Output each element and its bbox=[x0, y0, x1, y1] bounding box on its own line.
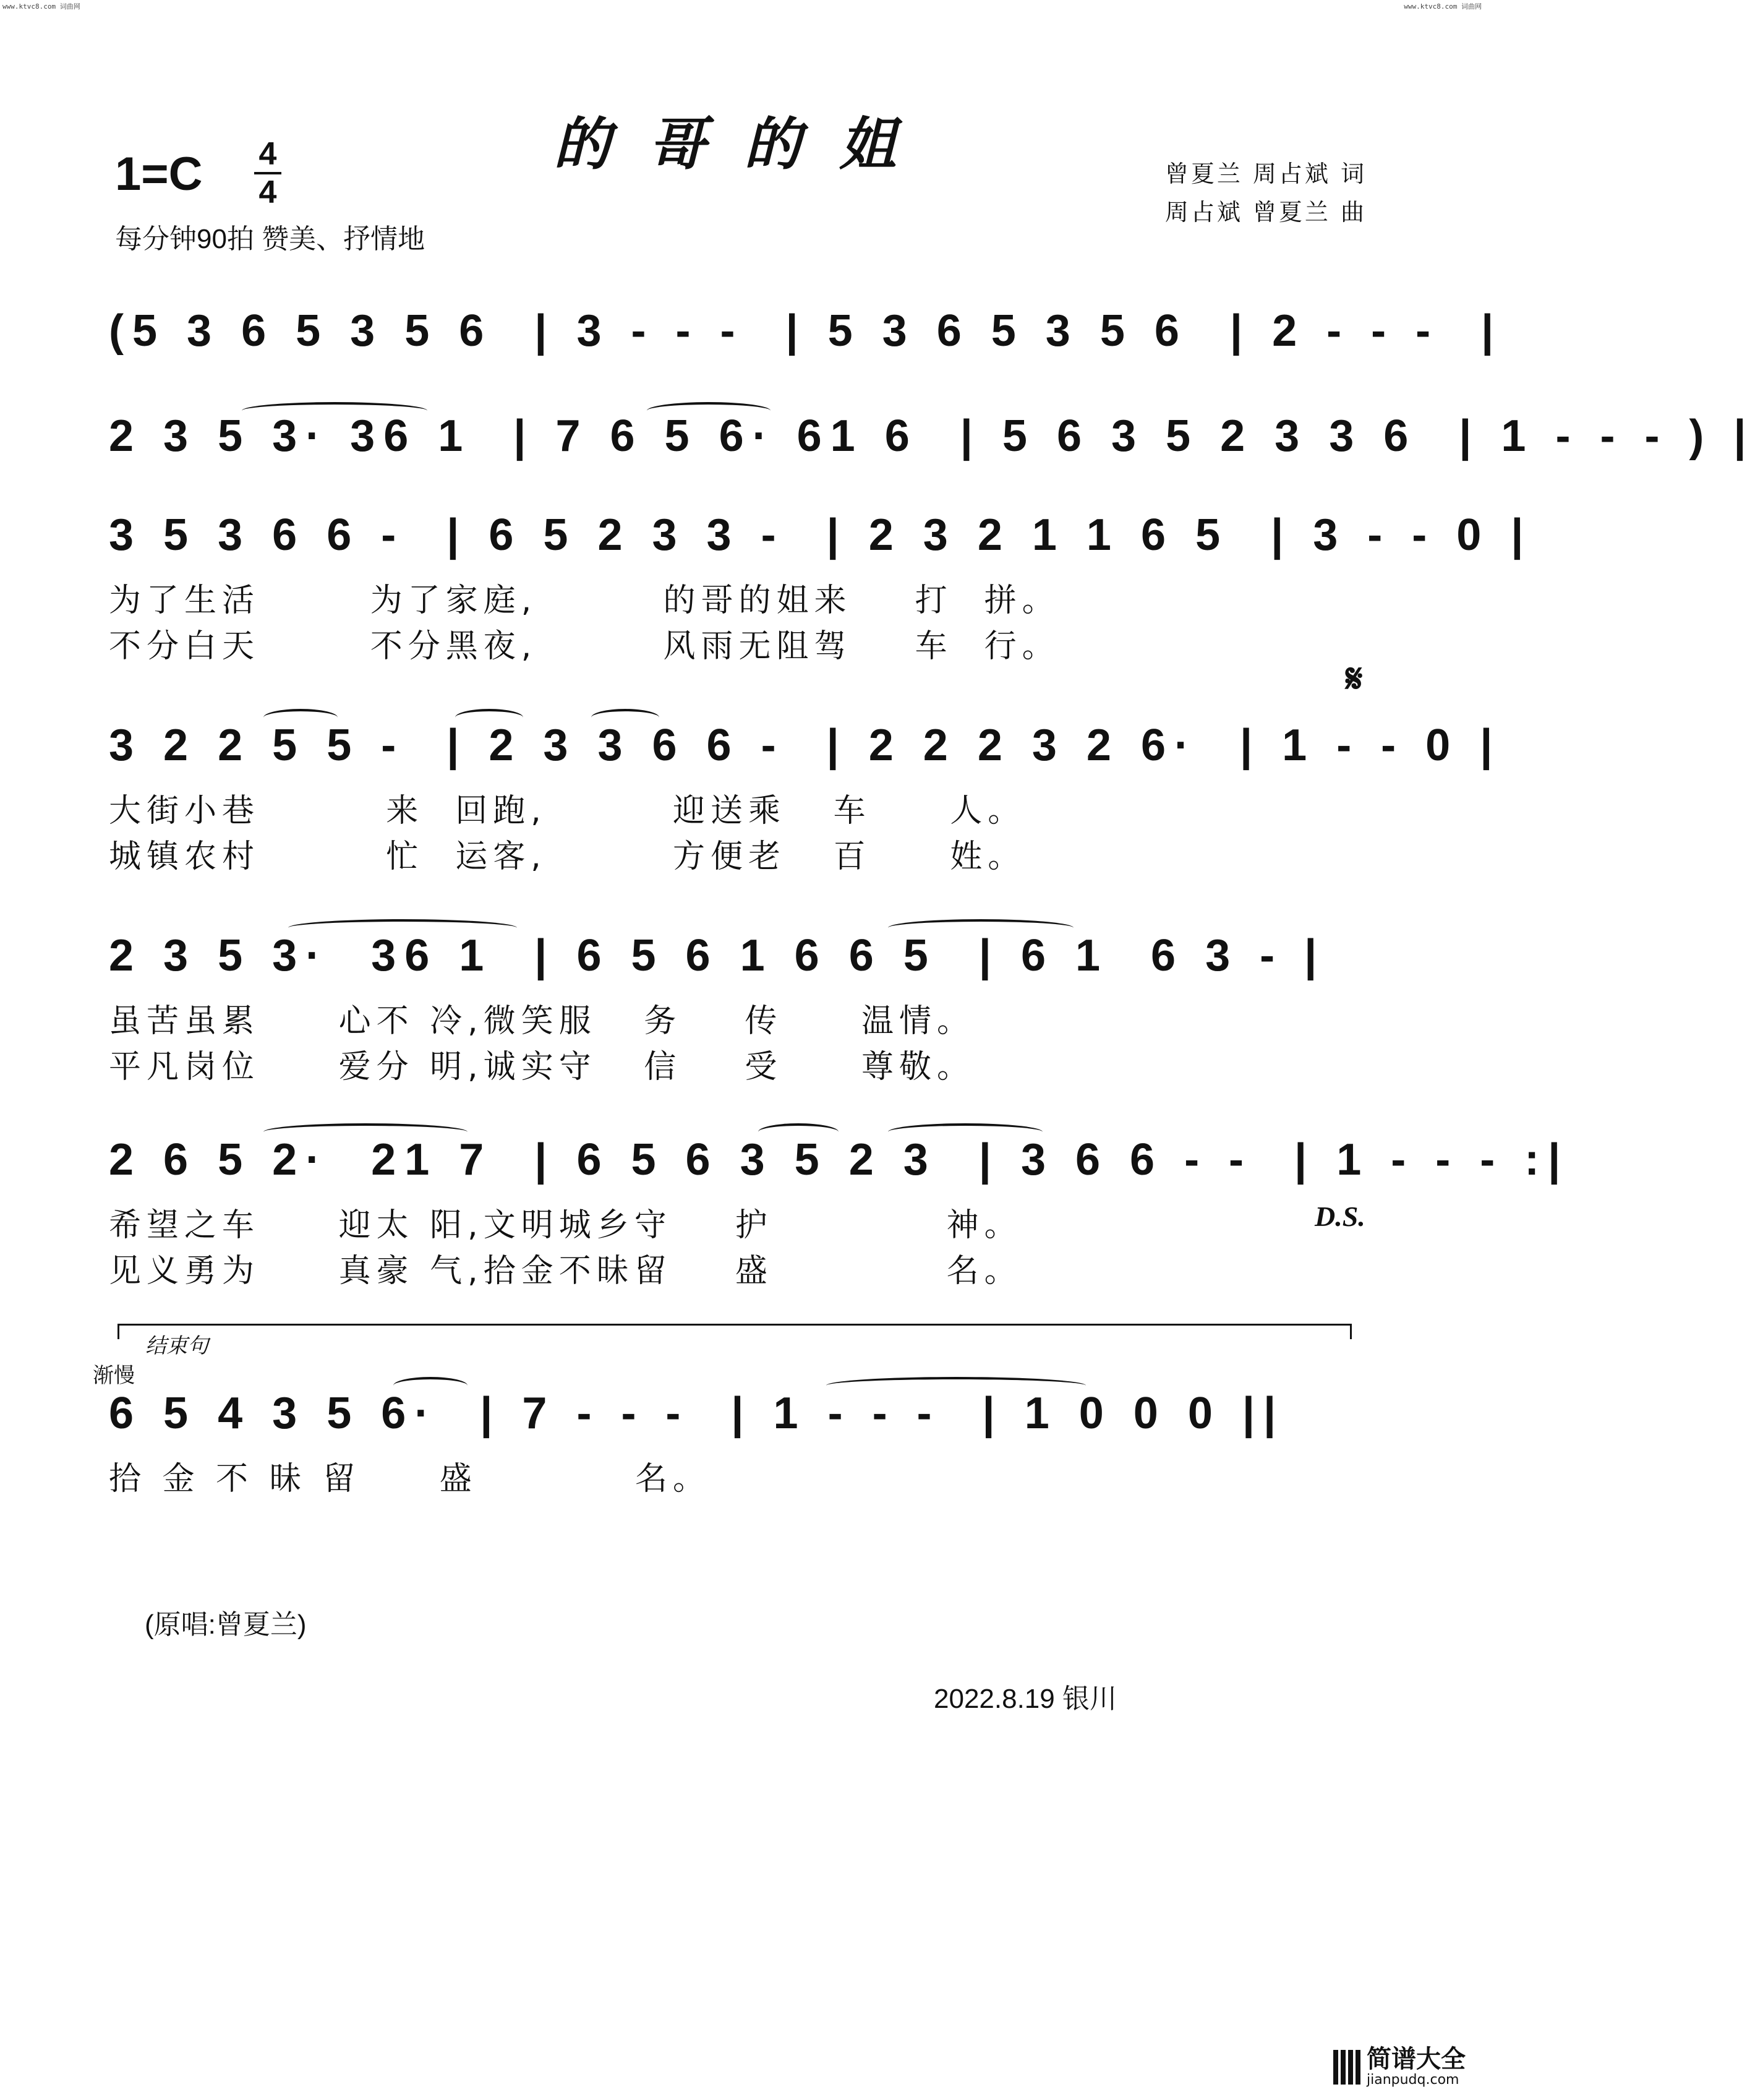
notes-row-5: 2 3 5 3· 36 1 | 6 5 6 1 6 6 5 | 6 1 6 3 - | bbox=[109, 931, 1326, 980]
ds-mark: D.S. bbox=[1315, 1201, 1365, 1232]
composition-date: 2022.8.19 银川 bbox=[934, 1684, 1117, 1714]
composer-credit: 周占斌 曾夏兰 曲 bbox=[1164, 199, 1367, 226]
lyric-verse-1: 希望之车 迎太 阳,文明城乡守 护 神。 bbox=[109, 1207, 1022, 1244]
slur bbox=[263, 1123, 468, 1141]
watermark-left: www.ktvc8.com 词曲网 bbox=[2, 2, 80, 11]
time-signature-bottom: 4 bbox=[258, 174, 277, 210]
tempo-marking: 每分钟90拍 赞美、抒情地 bbox=[115, 224, 425, 254]
notes-row-6: 2 6 5 2· 21 7 | 6 5 6 3 5 2 3 | 3 6 6 - - | 1 - - - :| bbox=[109, 1135, 1569, 1185]
lyric-verse-2: 见义勇为 真豪 气,拾金不昧留 盛 名。 bbox=[109, 1253, 1022, 1290]
notes-row-4: 3 2 2 5 5 - | 2 3 3 6 6 - | 2 2 2 3 2 6· | 1 - - 0 | bbox=[109, 721, 1501, 770]
ritardando-label: 渐慢 bbox=[93, 1364, 135, 1387]
lyric-verse-1: 拾 金 不 昧 留 盛 名。 bbox=[109, 1460, 711, 1498]
slur bbox=[393, 1377, 468, 1394]
notes-row-3: 3 5 3 6 6 - | 6 5 2 3 3 - | 2 3 2 1 1 6 5 | 3 - - 0 | bbox=[109, 510, 1532, 560]
original-singer: (原唱:曾夏兰) bbox=[145, 1609, 307, 1640]
lyric-verse-2: 不分白天 不分黑夜, 风雨无阻驾 车 行。 bbox=[109, 628, 1060, 665]
time-signature bbox=[252, 137, 283, 209]
time-signature-top: 4 bbox=[258, 136, 277, 172]
key-signature: 1=C bbox=[115, 148, 203, 200]
slur bbox=[591, 709, 659, 726]
lyric-verse-2: 城镇农村 忙 运客, 方便老 百 姓。 bbox=[109, 838, 1026, 875]
credits bbox=[1165, 155, 1367, 231]
lyric-verse-2: 平凡岗位 爱分 明,诚实守 信 受 尊敬。 bbox=[109, 1048, 975, 1086]
lyric-verse-1: 为了生活 为了家庭, 的哥的姐来 打 拼。 bbox=[109, 582, 1060, 619]
slur bbox=[242, 402, 427, 419]
slur bbox=[826, 1377, 1086, 1394]
song-title: 的哥的姐 bbox=[553, 111, 935, 178]
slur bbox=[888, 919, 1074, 936]
piano-keys-icon bbox=[1333, 2050, 1360, 2085]
slur bbox=[455, 709, 523, 726]
ending-bracket bbox=[117, 1324, 1352, 1339]
lyric-verse-1: 大街小巷 来 回跑, 迎送乘 车 人。 bbox=[109, 792, 1026, 829]
watermark-right: www.ktvc8.com 词曲网 bbox=[1404, 2, 1482, 11]
segno-sign: 𝄋 bbox=[1346, 656, 1363, 702]
site-logo bbox=[1333, 2046, 1466, 2088]
notes-row-1: (5 3 6 5 3 5 6 | 3 - - - | 5 3 6 5 3 5 6 | 2 - - - | bbox=[109, 306, 1503, 356]
slur bbox=[288, 919, 517, 936]
logo-url: jianpudq.com bbox=[1367, 2072, 1459, 2088]
notes-row-7: 6 5 4 3 5 6· | 7 - - - | 1 - - - | 1 0 0 0 || bbox=[109, 1389, 1285, 1438]
slur bbox=[647, 402, 771, 419]
logo-name: 简谱大全 bbox=[1367, 2045, 1466, 2073]
notes-row-2: 2 3 5 3· 36 1 | 7 6 5 6· 61 6 | 5 6 3 5 2 3 3 6 | 1 - - - ) | bbox=[109, 411, 1755, 461]
slur bbox=[758, 1123, 839, 1141]
lyric-verse-1: 虽苦虽累 心不 冷,微笑服 务 传 温情。 bbox=[109, 1003, 975, 1040]
ending-label: 结束句 bbox=[145, 1334, 208, 1358]
slur bbox=[888, 1123, 1043, 1141]
slur bbox=[263, 709, 338, 726]
lyricist-credit: 曾夏兰 周占斌 词 bbox=[1164, 160, 1367, 187]
